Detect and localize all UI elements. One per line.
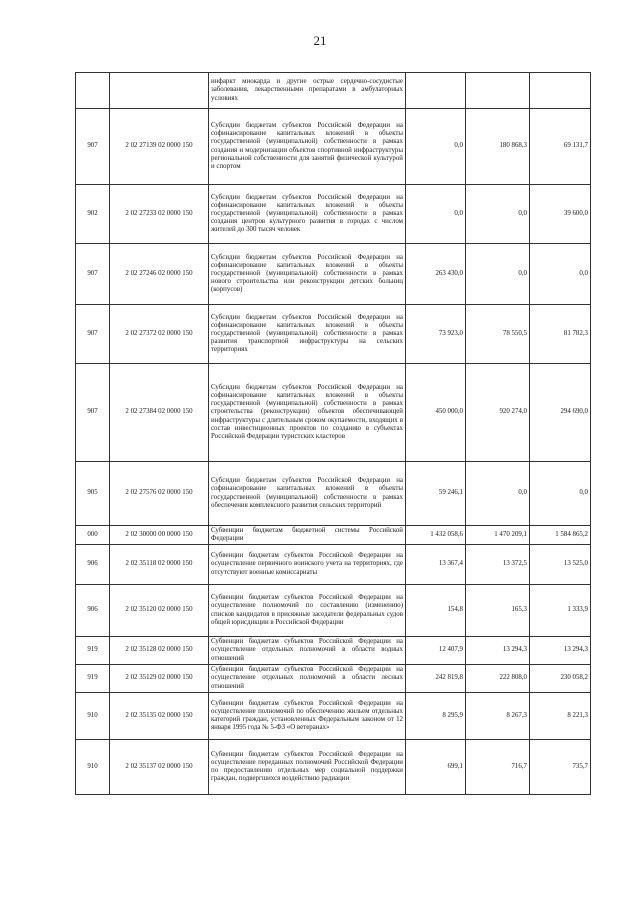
amount-year-3-cell: 294 690,0 <box>530 364 591 462</box>
table-row <box>76 364 591 462</box>
classification-code-cell: 2 02 27246 02 0000 150 <box>110 244 209 305</box>
revenue-name-cell: Субсидии бюджетам субъектов Российской Федерации на софинансирование капитальных вложений в объекты государственной (муниципальной) собственности в рамках строительства (реконструкции) объектов обеспечивающей инфраструктуры с длительным сроком окупаемости, входящих в состав инвестиционных проектов по созданию в субъектах Российской Федерации туристских кластеров <box>209 364 406 462</box>
amount-year-1-cell: 8 295,9 <box>406 693 466 740</box>
amount-year-3-cell: 8 221,3 <box>530 693 591 740</box>
revenue-name-cell: Субвенции бюджетам субъектов Российской Федерации на осуществление отдельных полномочий в области водных отношений <box>209 637 406 665</box>
admin-code-cell: 907 <box>76 244 110 305</box>
amount-year-2-cell: 716,7 <box>466 740 530 795</box>
classification-code-cell: 2 02 35129 02 0000 150 <box>110 665 209 693</box>
admin-code-cell: 910 <box>76 693 110 740</box>
revenue-name-cell: Субвенции бюджетам субъектов Российской Федерации на осуществление первичного воинского учета на территориях, где отсутствуют военные комиссариаты <box>209 545 406 585</box>
amount-year-2-cell: 222 808,0 <box>466 665 530 693</box>
revenue-name-cell: Субвенции бюджетам бюджетной системы Российской Федерации <box>209 526 406 545</box>
amount-year-1-cell: 699,1 <box>406 740 466 795</box>
amount-year-2-cell: 0,0 <box>466 185 530 244</box>
table-row <box>76 305 591 364</box>
classification-code-cell: 2 02 35120 02 0000 150 <box>110 585 209 637</box>
admin-code-cell: 907 <box>76 364 110 462</box>
admin-code-cell: 919 <box>76 665 110 693</box>
table-row <box>76 545 591 585</box>
amount-year-3-cell: 1 584 865,2 <box>530 526 591 545</box>
table-row <box>76 740 591 795</box>
amount-year-3-cell: 0,0 <box>530 462 591 526</box>
amount-year-2-cell: 0,0 <box>466 462 530 526</box>
classification-code-cell <box>110 73 209 109</box>
table-row <box>76 526 591 545</box>
amount-year-2-cell: 180 868,3 <box>466 109 530 185</box>
revenue-name-cell: Субсидии бюджетам субъектов Российской Федерации на софинансирование капитальных вложений в объекты государственной (муниципальной) собственности в рамках развития транспортной инфраструктуры на сельских территориях <box>209 305 406 364</box>
classification-code-cell: 2 02 27372 02 0000 150 <box>110 305 209 364</box>
amount-year-1-cell: 73 923,0 <box>406 305 466 364</box>
table-row <box>76 73 591 109</box>
revenue-name-cell: Субсидии бюджетам субъектов Российской Федерации на софинансирование капитальных вложений в объекты государственной (муниципальной) собственности в рамках обеспечения комплексного развития сельских территорий <box>209 462 406 526</box>
amount-year-1-cell <box>406 73 466 109</box>
table-row <box>76 637 591 665</box>
revenue-name-cell: Субсидии бюджетам субъектов Российской Федерации на софинансирование капитальных вложений в объекты государственной (муниципальной) собственности в рамках создания и модернизации объектов спортивной инфраструктуры региональной собственности для занятий физической культурой и спортом <box>209 109 406 185</box>
admin-code-cell: 000 <box>76 526 110 545</box>
admin-code-cell: 906 <box>76 585 110 637</box>
amount-year-2-cell: 13 294,3 <box>466 637 530 665</box>
amount-year-3-cell: 0,0 <box>530 244 591 305</box>
admin-code-cell <box>76 73 110 109</box>
amount-year-2-cell <box>466 73 530 109</box>
classification-code-cell: 2 02 27139 02 0000 150 <box>110 109 209 185</box>
table-row <box>76 109 591 185</box>
amount-year-2-cell: 8 267,3 <box>466 693 530 740</box>
table-row <box>76 665 591 693</box>
amount-year-3-cell: 735,7 <box>530 740 591 795</box>
amount-year-1-cell: 13 367,4 <box>406 545 466 585</box>
amount-year-2-cell: 0,0 <box>466 244 530 305</box>
revenue-name-cell: Субсидии бюджетам субъектов Российской Федерации на софинансирование капитальных вложений в объекты государственной (муниципальной) собственности в рамках нового строительства или реконструкции детских больниц (корпусов) <box>209 244 406 305</box>
classification-code-cell: 2 02 27384 02 0000 150 <box>110 364 209 462</box>
admin-code-cell: 906 <box>76 545 110 585</box>
admin-code-cell: 919 <box>76 637 110 665</box>
amount-year-1-cell: 0,0 <box>406 109 466 185</box>
amount-year-1-cell: 0,0 <box>406 185 466 244</box>
budget-revenue-table <box>75 72 591 795</box>
admin-code-cell: 902 <box>76 185 110 244</box>
page-number: 21 <box>313 33 327 48</box>
classification-code-cell: 2 02 30000 00 0000 150 <box>110 526 209 545</box>
amount-year-2-cell: 1 470 209,1 <box>466 526 530 545</box>
amount-year-1-cell: 450 000,0 <box>406 364 466 462</box>
amount-year-1-cell: 154,8 <box>406 585 466 637</box>
amount-year-1-cell: 242 819,8 <box>406 665 466 693</box>
amount-year-3-cell: 230 058,2 <box>530 665 591 693</box>
classification-code-cell: 2 02 35128 02 0000 150 <box>110 637 209 665</box>
amount-year-3-cell: 13 294,3 <box>530 637 591 665</box>
amount-year-3-cell: 81 782,3 <box>530 305 591 364</box>
amount-year-1-cell: 59 246,1 <box>406 462 466 526</box>
table-row <box>76 693 591 740</box>
table-row <box>76 585 591 637</box>
revenue-name-cell: инфаркт миокарда и другие острые сердечно-сосудистые заболевания, лекарственными препаратами в амбулаторных условиях <box>209 73 406 109</box>
admin-code-cell: 910 <box>76 740 110 795</box>
revenue-name-cell: Субвенции бюджетам субъектов Российской Федерации на осуществление полномочий по составлению (изменению) списков кандидатов в присяжные заседатели федеральных судов общей юрисдикции в Российской Федерации <box>209 585 406 637</box>
table-row <box>76 462 591 526</box>
admin-code-cell: 907 <box>76 109 110 185</box>
amount-year-3-cell: 13 525,0 <box>530 545 591 585</box>
classification-code-cell: 2 02 35135 02 0000 150 <box>110 693 209 740</box>
classification-code-cell: 2 02 35137 02 0000 150 <box>110 740 209 795</box>
amount-year-3-cell: 1 333,9 <box>530 585 591 637</box>
revenue-name-cell: Субвенции бюджетам субъектов Российской Федерации на осуществление переданных полномочий Российской Федерации по предоставлению отдельных мер социальной поддержки граждан, подвергшихся воздействию радиации <box>209 740 406 795</box>
amount-year-1-cell: 1 432 058,6 <box>406 526 466 545</box>
classification-code-cell: 2 02 35118 02 0000 150 <box>110 545 209 585</box>
revenue-name-cell: Субвенции бюджетам субъектов Российской Федерации на осуществление полномочий по обеспечению жильем отдельных категорий граждан, установленных Федеральным законом от 12 января 1995 года № 5-ФЗ «О ветеранах» <box>209 693 406 740</box>
amount-year-2-cell: 920 274,0 <box>466 364 530 462</box>
revenue-name-cell: Субсидии бюджетам субъектов Российской Федерации на софинансирование капитальных вложений в объекты государственной (муниципальной) собственности в рамках создания центров культурного развития в городах с числом жителей до 300 тысяч человек <box>209 185 406 244</box>
amount-year-3-cell: 69 131,7 <box>530 109 591 185</box>
amount-year-2-cell: 13 372,5 <box>466 545 530 585</box>
admin-code-cell: 905 <box>76 462 110 526</box>
revenue-name-cell: Субвенции бюджетам субъектов Российской Федерации на осуществление отдельных полномочий в области лесных отношений <box>209 665 406 693</box>
table-row <box>76 185 591 244</box>
amount-year-3-cell <box>530 73 591 109</box>
amount-year-2-cell: 78 550,5 <box>466 305 530 364</box>
admin-code-cell: 907 <box>76 305 110 364</box>
classification-code-cell: 2 02 27233 02 0000 150 <box>110 185 209 244</box>
amount-year-2-cell: 165,3 <box>466 585 530 637</box>
amount-year-3-cell: 39 600,0 <box>530 185 591 244</box>
classification-code-cell: 2 02 27576 02 0000 150 <box>110 462 209 526</box>
amount-year-1-cell: 12 407,9 <box>406 637 466 665</box>
amount-year-1-cell: 263 430,0 <box>406 244 466 305</box>
table-row <box>76 244 591 305</box>
